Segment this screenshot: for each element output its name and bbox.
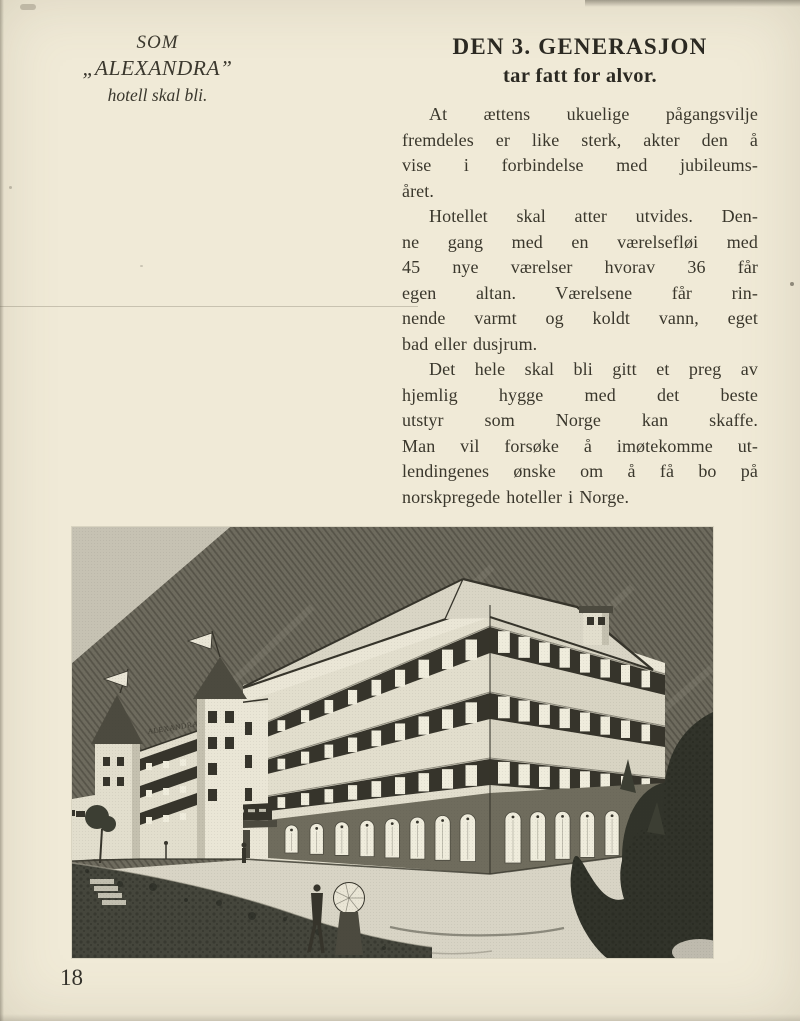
article-body [402,102,758,510]
article-title: DEN 3. GENERASJON [452,34,708,59]
text-line: egen altan. Værelsene får rin- [402,282,758,303]
text-line: vise i forbindelse med jubileums- [402,155,758,175]
article [402,33,758,510]
scan-edge-shadow-top [585,0,800,7]
text-line: Man vil forsøke å imøtekomme ut- [402,435,758,456]
text-line: året. [402,180,434,201]
caption-line-2: „ALEXANDRA” [82,56,233,80]
scan-edge-shadow-bottom [0,1014,800,1021]
photo-caption-block [55,31,260,107]
text-line: At ættens ukuelige pågangsvilje [429,104,758,124]
scan-smudge [20,4,36,10]
ink-speck [9,186,12,189]
text-line: ne gang med en værelsefløi med [402,231,758,252]
text-line: 45 nye værelser hvorav 36 får [402,257,758,277]
text-line: hjemlig hygge med det beste [402,384,758,405]
ink-speck [790,282,794,286]
text-line: lendingenes ønske om å få bo på [402,461,758,481]
paper-crease [0,306,418,307]
article-subtitle: tar fatt for alvor. [502,65,658,87]
page-number: 18 [60,965,83,990]
text-line: nende varmt og koldt vann, eget [402,308,758,328]
scan-edge-shadow-left [0,0,4,1021]
text-line: utstyr som Norge kan skaffe. [402,410,758,430]
hotel-illustration [72,527,713,958]
caption-line-1: SOM [136,32,179,53]
text-line: Det hele skal bli gitt et preg av [429,359,758,379]
text-line: norskpregede hoteller i Norge. [402,486,630,507]
ink-speck [140,265,143,267]
hotel-illustration-svg [72,527,713,958]
text-line: Hotellet skal atter utvides. Den- [429,206,758,226]
text-line: bad eller dusjrum. [402,333,538,354]
text-line: fremdeles er like sterk, akter den å [402,129,758,150]
caption-line-3: hotell skal bli. [107,85,208,105]
